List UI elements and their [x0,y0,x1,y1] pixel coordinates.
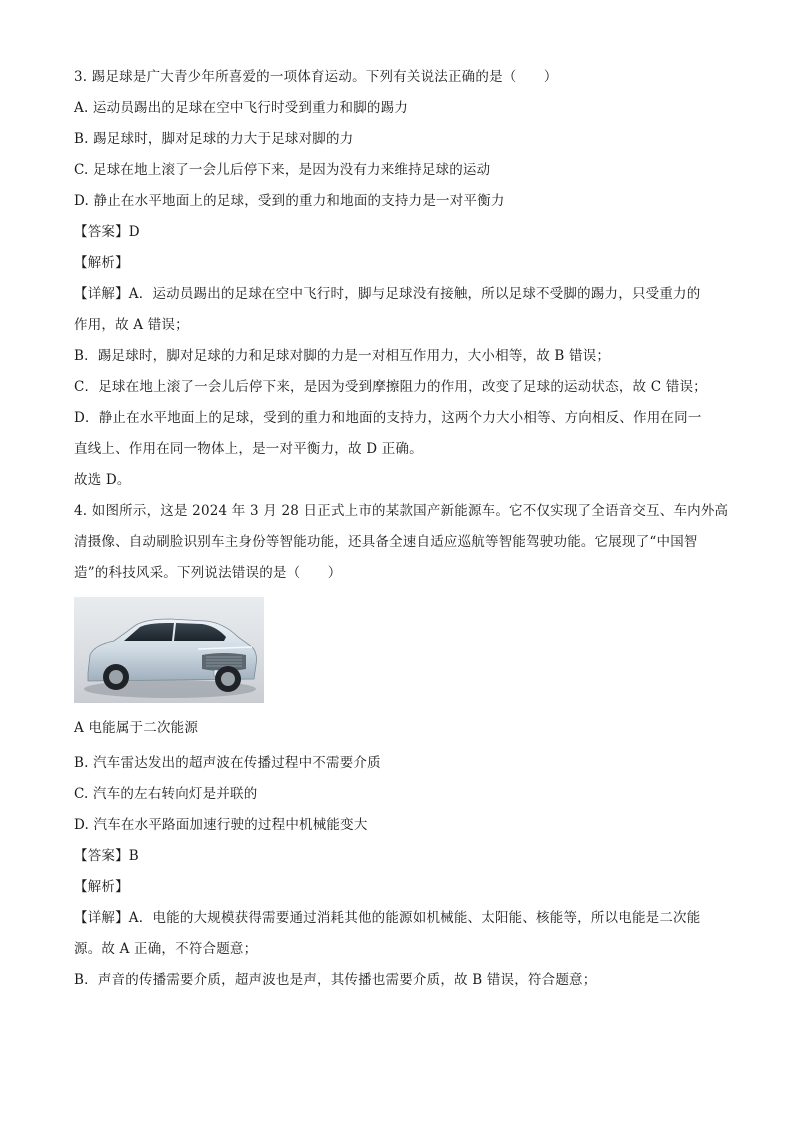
q3-option-a: A. 运动员踢出的足球在空中飞行时受到重力和脚的踢力 [74,100,409,116]
q4-stem-line: 造”的科技风采。下列说法错误的是（ ） [74,565,342,581]
q4-option-d: D. 汽车在水平路面加速行驶的过程中机械能变大 [74,817,368,833]
q3-option-c: C. 足球在地上滚了一会儿后停下来，是因为没有力来维持足球的运动 [74,162,491,178]
q3-answer: 【答案】D [74,224,140,240]
car-image [74,597,264,703]
q3-detail-line: 作用，故 A 错误； [74,317,189,333]
q4-option-a-text: A 电能属于二次能源 [74,720,199,736]
q4-option-c: C. 汽车的左右转向灯是并联的 [74,786,258,802]
q3-analysis-label: 【解析】 [74,255,129,271]
q4-answer: 【答案】B [74,848,139,864]
q4-stem-line: 清摄像、自动刷脸识别车主身份等智能功能，还具备全速自适应巡航等智能驾驶功能。它展现了“中国智 [74,534,698,550]
q3-conclusion: 故选 D。 [74,472,131,488]
q3-detail-line: C．足球在地上滚了一会儿后停下来，是因为受到摩擦阻力的作用，改变了足球的运动状态，故 C 错误； [74,379,707,395]
q4-detail-line: 【详解】A．电能的大规模获得需要通过消耗其他的能源如机械能、太阳能、核能等，所以电能是二次能 [74,910,701,926]
q4-option-b: B. 汽车雷达发出的超声波在传播过程中不需要介质 [74,755,381,771]
q4-stem-line: 4. 如图所示，这是 2024 年 3 月 28 日正式上市的某款国产新能源车。它不仅实现了全语音交互、车内外高 [74,503,729,519]
q4-option-a [74,713,724,744]
q3-option-b: B. 踢足球时，脚对足球的力大于足球对脚的力 [74,131,354,147]
q4-analysis-label: 【解析】 [74,879,129,895]
document-page [74,62,729,996]
q4-detail-line: B．声音的传播需要介质，超声波也是声，其传播也需要介质，故 B 错误，符合题意； [74,972,597,988]
q3-detail-line: 【详解】A．运动员踢出的足球在空中飞行时，脚与足球没有接触，所以足球不受脚的踢力，只受重力的 [74,286,701,302]
q4-detail-line: 源。故 A 正确，不符合题意； [74,941,258,957]
q3-detail-line: B．踢足球时，脚对足球的力和足球对脚的力是一对相互作用力，大小相等，故 B 错误； [74,348,611,364]
q3-option-d: D. 静止在水平地面上的足球，受到的重力和地面的支持力是一对平衡力 [74,193,505,209]
q3-detail-line: D．静止在水平地面上的足球，受到的重力和地面的支持力，这两个力大小相等、方向相反、作用在同一 [74,410,702,426]
q3-detail-line: 直线上、作用在同一物体上，是一对平衡力，故 D 正确。 [74,441,423,457]
q3-stem: 3. 踢足球是广大青少年所喜爱的一项体育运动。下列有关说法正确的是（ ） [74,69,558,85]
